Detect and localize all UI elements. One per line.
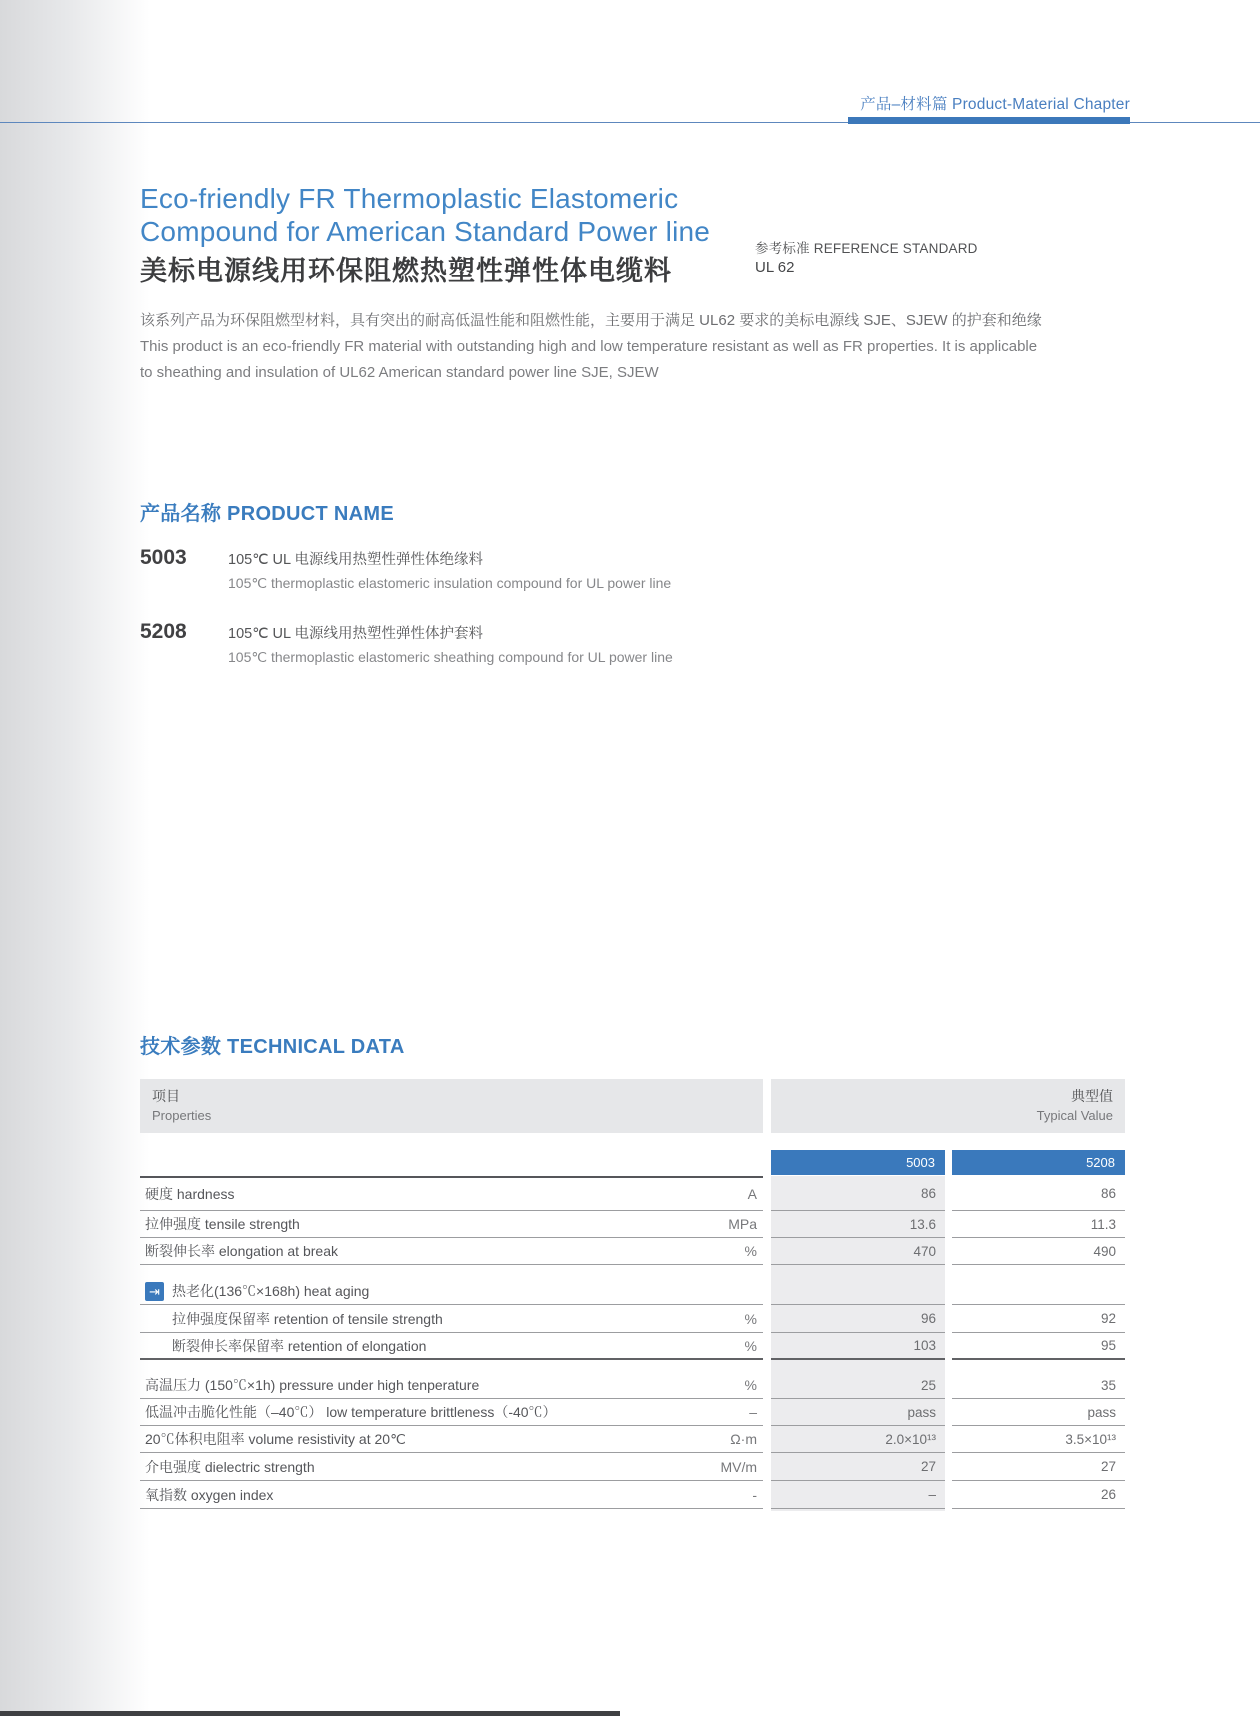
product-desc-en: 105℃ thermoplastic elastomeric insulation compound for UL power line xyxy=(228,575,672,591)
row-value-5208: 95 xyxy=(952,1333,1125,1360)
product-name-heading: 产品名称 PRODUCT NAME xyxy=(140,503,394,525)
table-row xyxy=(140,1333,1125,1360)
row-value-5208: 490 xyxy=(952,1238,1125,1265)
intro-paragraph xyxy=(140,308,1052,386)
table-spacer xyxy=(140,1265,1125,1278)
table-header-typical-value-en: Typical Value xyxy=(1036,1108,1113,1123)
row-unit: - xyxy=(752,1486,757,1503)
intro-en: This product is an eco-friendly FR material with outstanding high and low temperature resistant as well as FR properties. It is applicable to sheathing and insulation of UL62 American standard power line SJE, SJEW xyxy=(140,338,1038,381)
row-value-5208: 3.5×10¹³ xyxy=(952,1426,1125,1453)
row-value-5208: pass xyxy=(952,1399,1125,1426)
row-value-5003: 13.6 xyxy=(771,1211,945,1238)
product-code-5003: 5003 xyxy=(140,546,187,569)
intro-zh: 该系列产品为环保阻燃型材料，具有突出的耐高低温性能和阻燃性能，主要用于满足 UL62 要求的美标电源线 SJE、SJEW 的护套和绝缘 xyxy=(140,312,1042,329)
page-title-en xyxy=(140,182,710,248)
table-row xyxy=(140,1211,1125,1238)
page-title-en-line2: Compound for American Standard Power line xyxy=(140,216,711,247)
page-title-en-line1: Eco-friendly FR Thermoplastic Elastomeric xyxy=(140,183,679,214)
table-row-group-heat-aging xyxy=(140,1278,1125,1305)
row-unit: MV/m xyxy=(720,1458,757,1475)
row-value-5003: – xyxy=(771,1481,945,1509)
row-value-5208: 27 xyxy=(952,1453,1125,1481)
page-edge-gradient xyxy=(0,0,150,1716)
row-value-5003: 96 xyxy=(771,1305,945,1333)
column-header-5003: 5003 xyxy=(771,1150,945,1175)
technical-data-heading: 技术参数 TECHNICAL DATA xyxy=(140,1036,405,1058)
row-value-5003: 2.0×10¹³ xyxy=(771,1426,945,1453)
row-unit: A xyxy=(747,1186,757,1202)
row-label: 热老化(136℃×168h) heat aging xyxy=(172,1283,370,1299)
row-unit: – xyxy=(749,1404,757,1420)
table-spacer xyxy=(140,1360,1125,1372)
reference-standard-label: 参考标准 REFERENCE STANDARD xyxy=(755,241,978,256)
row-value-5208: 86 xyxy=(952,1176,1125,1211)
table-row xyxy=(140,1372,1125,1399)
row-label: 断裂伸长率保留率 retention of elongation xyxy=(172,1337,427,1354)
page-title-zh: 美标电源线用环保阻燃热塑性弹性体电缆料 xyxy=(140,256,672,286)
table-header-properties-en: Properties xyxy=(152,1108,212,1123)
row-label: 20℃体积电阻率 volume resistivity at 20℃ xyxy=(145,1431,406,1447)
row-unit: % xyxy=(744,1310,757,1327)
row-label: 拉伸强度保留率 retention of tensile strength xyxy=(172,1310,443,1327)
table-header-properties-zh: 项目 xyxy=(152,1088,180,1104)
product-code-5208: 5208 xyxy=(140,620,187,643)
row-label: 拉伸强度 tensile strength xyxy=(145,1216,300,1232)
product-desc-en: 105℃ thermoplastic elastomeric sheathing compound for UL power line xyxy=(228,649,673,665)
row-value-5208 xyxy=(952,1278,1125,1305)
table-row xyxy=(140,1481,1125,1509)
row-value-5003: 470 xyxy=(771,1238,945,1265)
column-header-5208: 5208 xyxy=(952,1150,1125,1175)
row-value-5208: 92 xyxy=(952,1305,1125,1333)
row-value-5003: 103 xyxy=(771,1333,945,1360)
row-value-5208: 11.3 xyxy=(952,1211,1125,1238)
table-row xyxy=(140,1453,1125,1481)
product-desc-5208 xyxy=(228,623,673,669)
heat-aging-arrow-icon: ⇥ xyxy=(145,1282,164,1301)
table-row xyxy=(140,1426,1125,1453)
row-unit: % xyxy=(744,1377,757,1393)
row-value-5208: 26 xyxy=(952,1481,1125,1509)
row-label: 氧指数 oxygen index xyxy=(145,1486,274,1503)
row-value-5208: 35 xyxy=(952,1372,1125,1399)
row-label: 高温压力 (150℃×1h) pressure under high tenperature xyxy=(145,1377,480,1393)
row-label: 低温冲击脆化性能（–40℃） low temperature brittleness（-40℃） xyxy=(145,1404,557,1420)
table-header-typical-value-zh: 典型值 xyxy=(1071,1088,1113,1104)
row-unit: Ω·m xyxy=(730,1431,757,1447)
product-desc-zh: 105℃ UL 电源线用热塑性弹性体护套料 xyxy=(228,626,484,642)
row-value-5003: 27 xyxy=(771,1453,945,1481)
row-value-5003 xyxy=(771,1278,945,1305)
table-header-properties xyxy=(140,1079,763,1133)
chapter-header: 产品–材料篇 Product-Material Chapter xyxy=(860,96,1130,113)
row-label: 断裂伸长率 elongation at break xyxy=(145,1243,338,1259)
table-header-typical-value xyxy=(771,1079,1125,1133)
header-accent-bar xyxy=(848,117,1130,124)
product-desc-5003 xyxy=(228,549,671,595)
row-value-5003: pass xyxy=(771,1399,945,1426)
row-value-5003: 25 xyxy=(771,1372,945,1399)
row-label: 硬度 hardness xyxy=(145,1186,235,1202)
row-value-5003: 86 xyxy=(771,1176,945,1211)
product-desc-zh: 105℃ UL 电源线用热塑性弹性体绝缘料 xyxy=(228,552,484,568)
table-row xyxy=(140,1399,1125,1426)
row-unit: MPa xyxy=(728,1216,757,1232)
table-row xyxy=(140,1176,1125,1211)
row-unit: % xyxy=(744,1337,757,1354)
reference-standard-value: UL 62 xyxy=(755,259,795,276)
row-label: 介电强度 dielectric strength xyxy=(145,1458,315,1475)
table-row xyxy=(140,1305,1125,1333)
page-bottom-bar xyxy=(0,1711,620,1716)
table-row xyxy=(140,1238,1125,1265)
technical-data-table xyxy=(140,1176,1125,1509)
row-unit: % xyxy=(744,1243,757,1259)
